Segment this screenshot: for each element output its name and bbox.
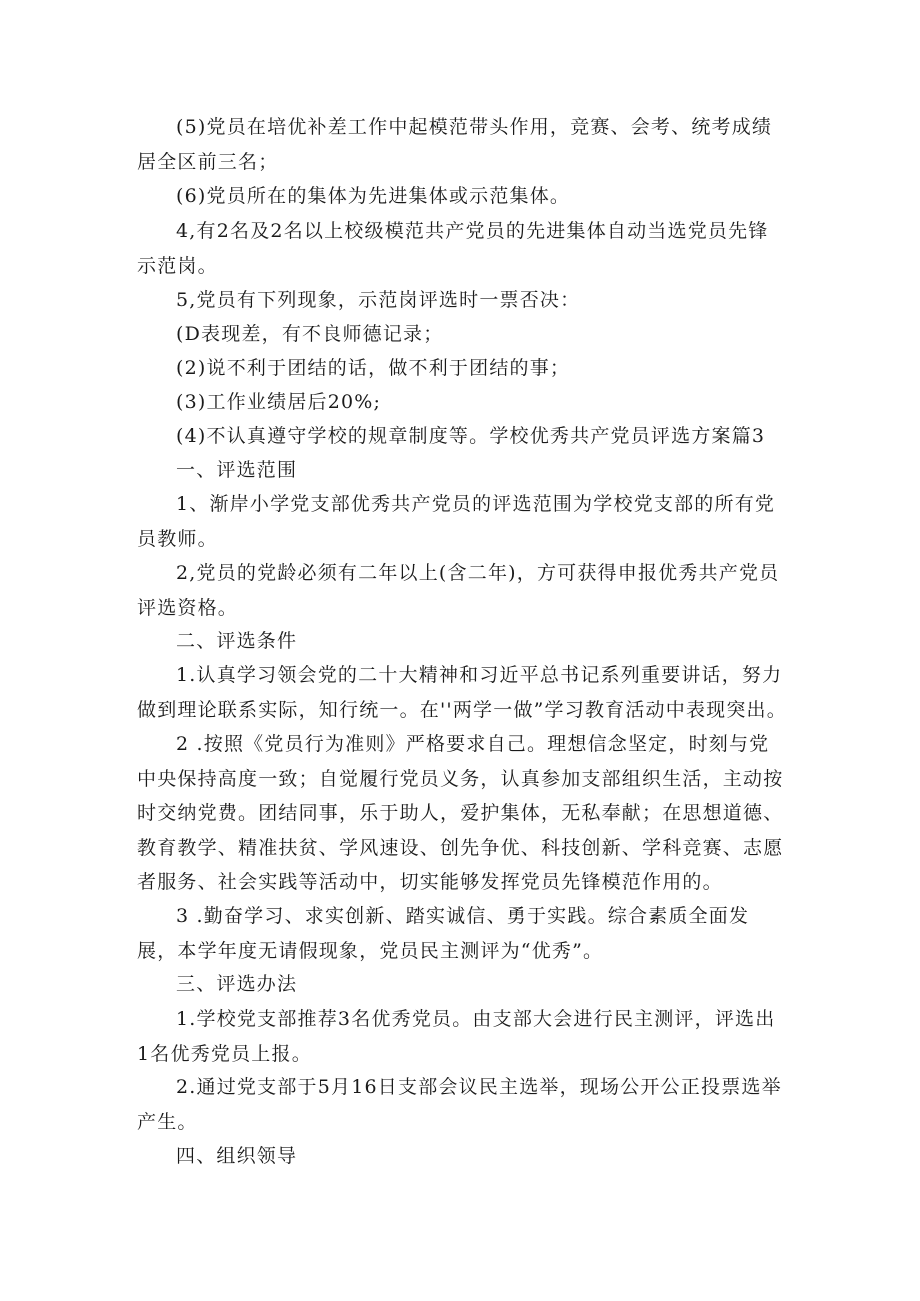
section-heading-2: 二、评选条件 <box>176 630 298 652</box>
section-heading-4: 四、组织领导 <box>176 1145 298 1167</box>
paragraph-5: (D表现差，有不良师德记录； <box>176 323 444 345</box>
paragraph-4: 5,党员有下列现象，示范岗评选时一票否决： <box>176 289 581 311</box>
paragraph-10: 2,党员的党龄必须有二年以上(含二年)，方可获得申报优秀共产党员评选资格。 <box>137 562 780 619</box>
paragraph-9: 1、渐岸小学党支部优秀共产党员的评选范围为学校党支部的所有党员教师。 <box>137 493 776 550</box>
paragraph-3: 4,有2名及2名以上校级模范共产党员的先进集体自动当选党员先锋示范岗。 <box>137 220 769 277</box>
section-heading-1: 一、评选范围 <box>176 459 298 481</box>
paragraph-6: (2)说不利于团结的话，做不利于团结的事； <box>176 357 571 379</box>
paragraph-2: (6)党员所在的集体为先进集体或示范集体。 <box>176 185 571 207</box>
paragraph-1: (5)党员在培优补差工作中起模范带头作用，竞赛、会考、统考成绩居全区前三名； <box>137 116 773 173</box>
paragraph-12: 2 .按照《党员行为准则》严格要求自己。理想信念坚定，时刻与党中央保持高度一致；自觉履行党员义务，认真参加支部组织生活，主动按时交纳党费。团结同事，乐于助人，爱护集体，无私奉献；在思想道德、教育教学、精准扶贫、学风速设、创先争优、科技创新、学科竞赛、志愿者服务、社会实践等活动中，切实能够发挥党员先锋模范作用的。 <box>137 733 784 894</box>
paragraph-15: 2.通过党支部于5月16日支部会议民主选举，现场公开公正投票选举产生。 <box>137 1076 782 1133</box>
paragraph-14: 1.学校党支部推荐3名优秀党员。由支部大会进行民主测评，评选出1名优秀党员上报。 <box>137 1008 776 1065</box>
paragraph-7: (3)工作业绩居后20%; <box>176 391 382 413</box>
paragraph-11: 1.认真学习领会党的二十大精神和习近平总书记系列重要讲话，努力做到理论联系实际，知行统一。在''两学一做”学习教育活动中表现突出。 <box>137 664 787 721</box>
section-heading-3: 三、评选办法 <box>176 973 298 995</box>
paragraph-8: (4)不认真遵守学校的规章制度等。学校优秀共产党员评选方案篇3 <box>176 425 766 447</box>
paragraph-13: 3 .勤奋学习、求实创新、踏实诚信、勇于实践。综合素质全面发展，本学年度无请假现象，党员民主测评为“优秀”。 <box>137 905 750 962</box>
